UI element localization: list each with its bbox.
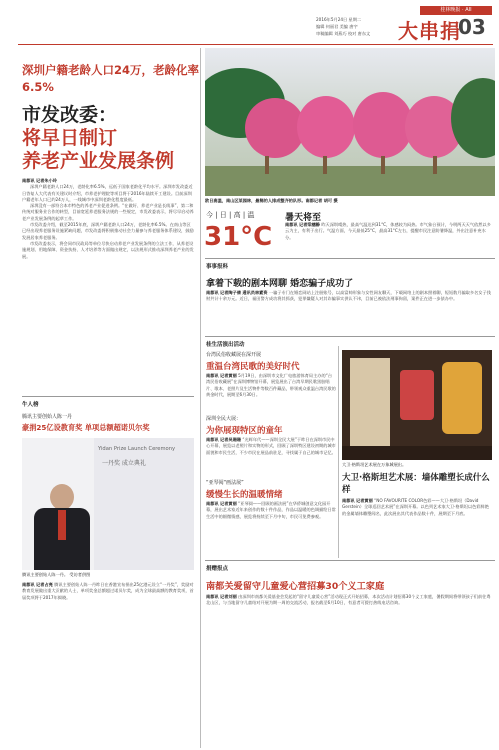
date-line: 2016年5月24日 星期二 (316, 17, 362, 22)
ceremony-board-title: Yidan Prize Launch Ceremony (98, 446, 176, 452)
editor-line: 编辑 何丽君 美编 唐宇 (316, 24, 358, 29)
culture-tag: 桂生活演出活动 (206, 342, 245, 348)
piano-text: “光辉年代——深圳全民大展”于昨日在深圳市民中心开幕，展览以老照片和实物的形式，回顾了深圳特区建设初期的城市面貌和市民生活，不少市民在展品前驻足，寻找属于自己的城市记忆。 (206, 437, 336, 455)
gallery-photo-caption: 大卫·格斯坦艺术展在万象城展出。 (342, 462, 407, 467)
scam-text: 一骗子专门在婚恋网站上注册账号，以高富帅形象与女性网友聊天，下载网络上的剧本照着聊，短短数月骗取多名女子钱财共计十余万元。近日，福田警方成功将其抓获，犯罪嫌疑人对其诈骗事实供认不讳，目前已被依法刑事拘留，案件正在进一步侦办中。 (206, 290, 491, 302)
gallery-byline: 南都讯 记者黄丽 (342, 498, 373, 503)
weather-byline: 南都讯 记者梁穗静 (285, 222, 320, 227)
museum-byline: 南都讯 记者黄丽 (206, 373, 237, 378)
lead-title-line3: 养老产业发展条例 (22, 150, 175, 172)
fund-title: 豪捐25亿设教育奖 单项总额超诺贝尔奖 (22, 423, 150, 432)
page-number: 03 (458, 15, 486, 39)
park-photo (205, 48, 495, 196)
lead-kicker: 深圳户籍老龄人口24万，老龄化率6.5% (22, 63, 200, 94)
fun-body (206, 501, 336, 553)
lead-title-line2: 将早日制订 (22, 127, 118, 149)
piano-title: 为你展现特区的童年 (206, 426, 283, 436)
weather-title: 暑天将至 (285, 213, 322, 223)
gallery-photo (342, 350, 492, 460)
museum-kicker: 台湾民俗收藏展在深开展 (206, 352, 262, 358)
fund-body (22, 582, 194, 686)
weather-text: 昨天深圳晴热，最高气温达到31°C，体感较为闷热。市气象台预计，今明两天天气依然以多云为主，有利于出行。气温方面，今天最低25°C，最高31°C左右，提醒市民注意防暑降温，外出注意补充水分。 (285, 222, 491, 240)
fun-text: “亚琴阅——回顾的画法展”在华侨城创意文化园开幕，展出艺术家近年来创作的数十件作品，作品以温暖的色调描绘日常生活中的细微情感，展览将持续至下月中旬，市民可免费参观。 (206, 501, 336, 519)
fund-byline: 南都讯 记者占亮 (22, 582, 53, 587)
fun-title: 缓慢生长的温暖情绪 (206, 490, 283, 500)
lead-byline: 南都讯 记者朱小玲 (22, 178, 57, 183)
lead-paragraph: 深圳户籍老龄人口24万，老龄化率6.5%，远低于国家老龄化平均水平。深圳市发改委近日答复人大代表有关建议时介绍，市养老护理院等项目将于2016年陆续开工建设。目前深圳户籍老年人口已约24万人，一线城市中深圳老龄化程度最低。 (22, 184, 193, 202)
ceremony-photo-caption: 腾讯主要创始人陈一丹。 受访者供图 (22, 572, 91, 577)
masthead-banner: 桂林晚报 · AII (420, 6, 492, 15)
scam-byline: 南都讯 记者陶子倩 通讯员林素资 (206, 290, 268, 295)
scam-tag: 事事报料 (206, 264, 229, 270)
piano-kicker: 深圳全民大展： (206, 416, 242, 422)
museum-body (206, 373, 336, 413)
ship-title: 南都关爱留守儿童爱心营招募30个义工家庭 (206, 581, 385, 592)
museum-text: 5月19日，由深圳市文化广电旅游体育局主办的“台湾民俗收藏展”在深圳博物馆开幕，展览展出了台湾早期民歌黑胶唱片、歌本、老照片及生活物件等数百件藏品，带领观众重温台湾民歌的黄金时代，展期至6月30日。 (206, 373, 336, 397)
fund-kicker: 腾讯主要创始人陈一丹 (22, 414, 73, 420)
gallery-title: 大卫·格斯坦艺术展：墙体雕塑长成什么样 (342, 473, 490, 495)
fun-kicker: “亚琴阅“画法展” (206, 480, 244, 486)
lead-body (22, 178, 194, 390)
fund-tag: 牛人榜 (22, 402, 39, 408)
ship-byline: 南都讯 记者刘丽 (206, 594, 237, 599)
ship-text: 由深圳市南都关爱基金会发起的“留守儿童爱心营”活动现正式开始招募，本次活动计划招募30个义工家庭，暑假期间将带领孩子们前往粤北山区，与当地留守儿童结对开展为期一周的交流活动，报名截至6月10日，有意者可拨打热线电话咨询。 (206, 594, 491, 606)
lead-paragraph: 市发改委表示，将会同市民政局等单位尽快启动养老产业发展条例的立法工作，从养老设施规划、用地保障、资金扶持、人才培养等方面做出规定，以法规形式推动深圳养老产业的发展。 (22, 240, 194, 259)
ceremony-board-subtitle: 一丹奖 成立典礼 (102, 460, 146, 467)
weather-body (285, 222, 493, 254)
section-title: 大串捐 (398, 19, 461, 43)
museum-title: 重温台湾民歌的美好时代 (206, 362, 300, 372)
ship-tag: 捐赠报点 (206, 566, 229, 572)
scam-body (206, 290, 494, 332)
piano-byline: 南都讯 记者吴珊珊 (206, 437, 241, 442)
weather-temperature: 31°C (204, 222, 273, 252)
photo-caption: 欧日高温，南山区某园林，最稀的人排成整齐的队形。南都记者 胡可 摄 (205, 198, 338, 203)
lead-paragraph: 市发改委介绍，截至2015年底，深圳户籍老龄人口24万，老龄化率6.5%。在南山等区已经出现养老服务设施紧缺问题，市发改委将积极推动社会力量参与养老服务体系建设，鼓励发展居家养老服务。 (22, 222, 194, 240)
scam-title: 拿着下载的剧本网聊 婚恋骗子成功了 (206, 279, 354, 289)
weather-label: 今 | 日 | 高 | 温 (206, 211, 255, 219)
gallery-body (342, 498, 492, 554)
gallery-text: “NO FAVOURITE COLOR色彩——大卫·格斯坦（David Gerstein）全球巡回艺术展”在深圳开幕。以色列艺术家大卫·格斯坦以色彩鲜艳的金属墙体雕塑闻名，此次展出其代表作品数十件，展期至下月底。 (342, 498, 489, 516)
proof-line: 审稿编辑 刘燕巧 校对 唐东文 (316, 31, 371, 36)
header-rule (18, 44, 493, 45)
fund-text: 腾讯主要创始人陈一丹昨日在香港宣布捐出25亿港元设立“一丹奖”，奖励对教育发展做出重大贡献的人士，单项奖金总额超过诺贝尔奖，成为全球最高额的教育奖项，首届奖项将于2017年揭晓。 (22, 582, 194, 600)
ceremony-photo (22, 438, 194, 570)
fun-byline: 南都讯 记者黄丽 (206, 501, 237, 506)
ship-body (206, 594, 494, 654)
lead-paragraph: 深圳没有一部符合本市特色的养老产业促进条例。“在做好、养老产业是长线事”，第二和传统对服务业合作的转型，目前宽延养老服务法规的一些规定，市发改委表示，将尽早启动养老产业发展条例的起草工作。 (22, 203, 194, 221)
lead-title-line1: 市发改委： (22, 104, 118, 126)
piano-body (206, 437, 336, 477)
